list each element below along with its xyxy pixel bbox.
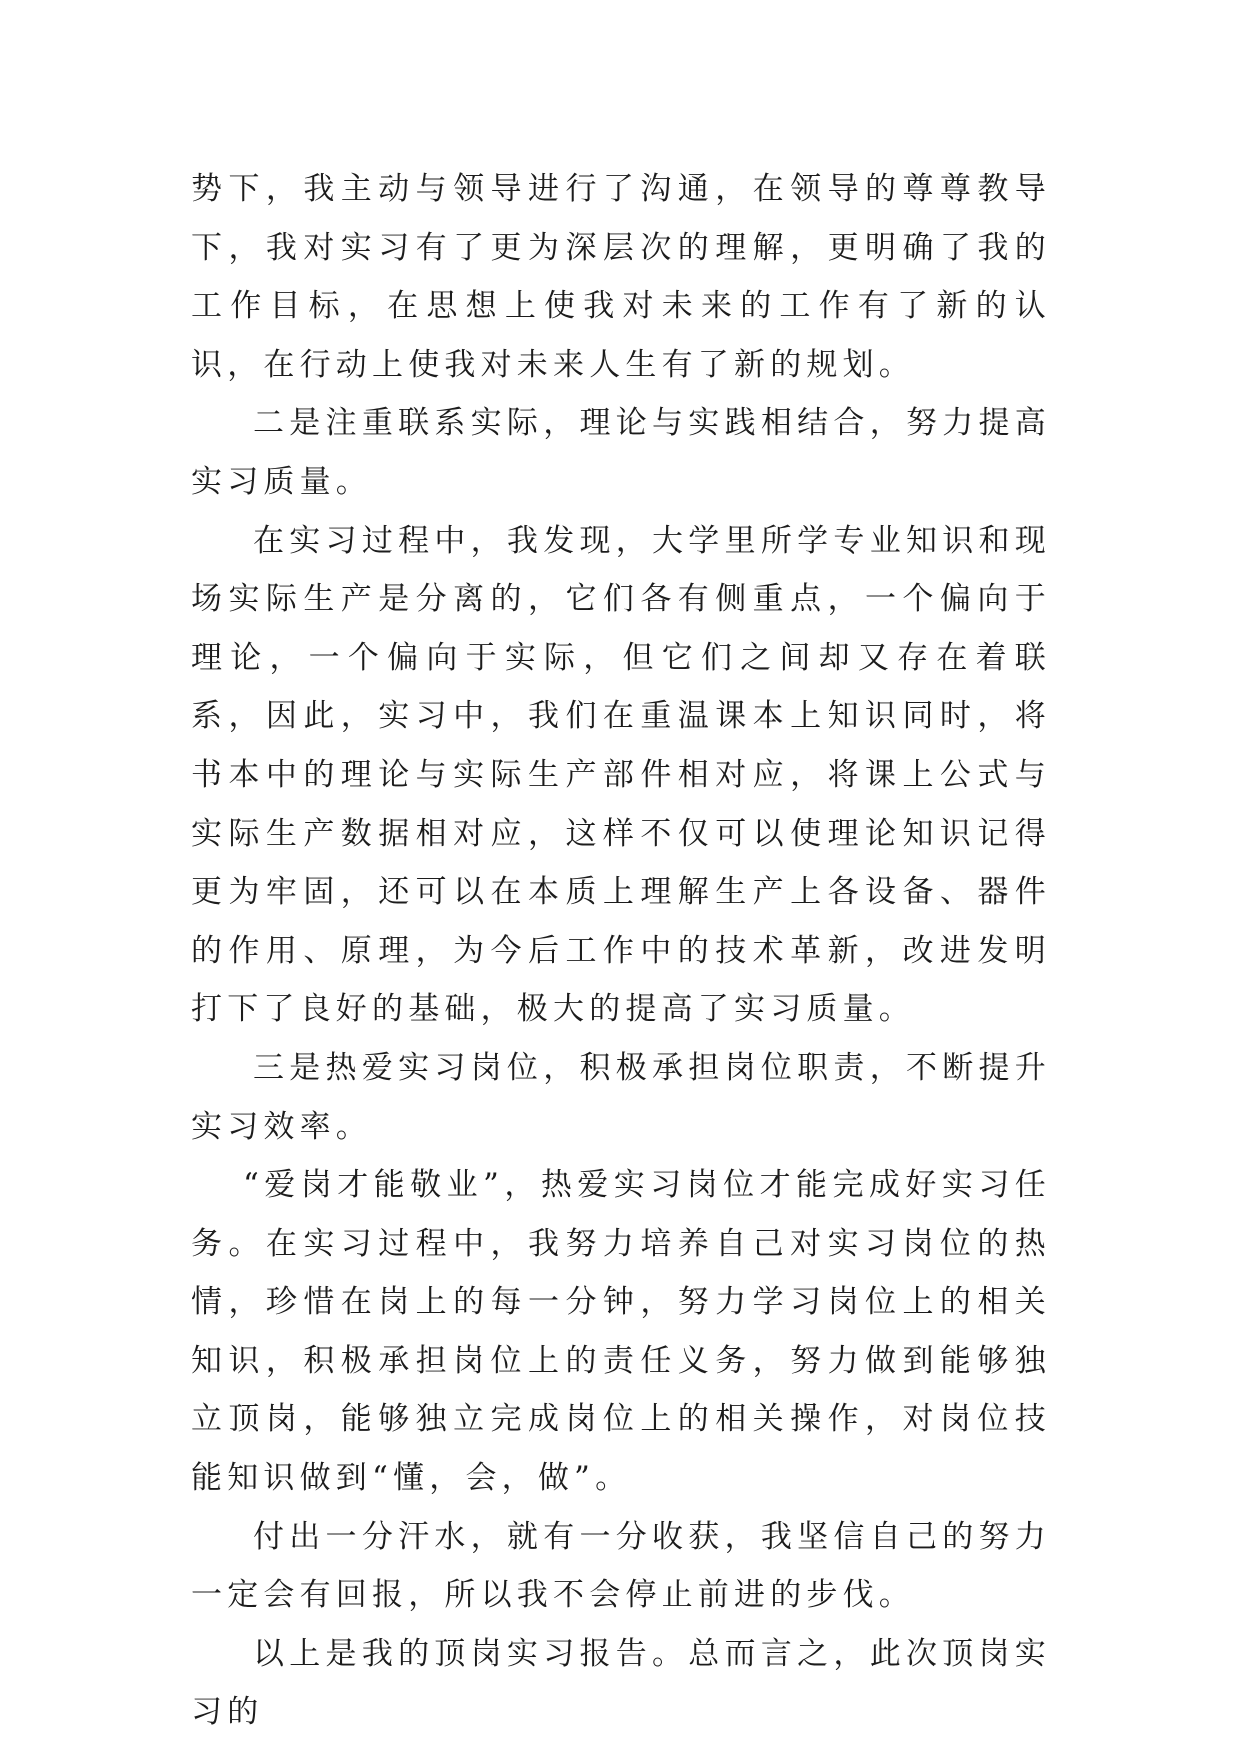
paragraph-effort: 付出一分汗水，就有一分收获，我坚信自己的努力一定会有回报，所以我不会停止前进的步伐。	[191, 1518, 1051, 1614]
document-body	[191, 160, 1051, 1742]
paragraph-heading-three: 三是热爱实习岗位，积极承担岗位职责，不断提升实习效率。	[191, 1049, 1051, 1145]
paragraph-practice: 在实习过程中，我发现，大学里所学专业知识和现场实际生产是分离的，它们各有侧重点，一个偏向于理论，一个偏向于实际，但它们之间却又存在着联系，因此，实习中，我们在重温课本上知识同时，将书本中的理论与实际生产部件相对应，将课上公式与实际生产数据相对应，这样不仅可以使理论知识记得更为牢固，还可以在本质上理解生产上各设备、器件的作用、原理，为今后工作中的技术革新，改进发明打下了良好的基础，极大的提高了实习质量。	[191, 522, 1051, 1028]
paragraph-heading-two: 二是注重联系实际，理论与实践相结合，努力提高实习质量。	[191, 405, 1051, 500]
paragraph-continuation: 势下，我主动与领导进行了沟通，在领导的尊尊教导下，我对实习有了更为深层次的理解，更明确了我的工作目标，在思想上使我对未来的工作有了新的认识，在行动上使我对未来人生有了新的规划。	[191, 171, 1051, 383]
paragraph-summary: 以上是我的顶岗实习报告。总而言之，此次顶岗实习的	[191, 1635, 1051, 1731]
paragraph-love-job: “爱岗才能敬业”，热爱实习岗位才能完成好实习任务。在实习过程中，我努力培养自己对实习岗位的热情，珍惜在岗上的每一分钟，努力学习岗位上的相关知识，积极承担岗位上的责任义务，努力做到能够独立顶岗，能够独立完成岗位上的相关操作，对岗位技能知识做到“懂，会，做”。	[191, 1167, 1051, 1497]
